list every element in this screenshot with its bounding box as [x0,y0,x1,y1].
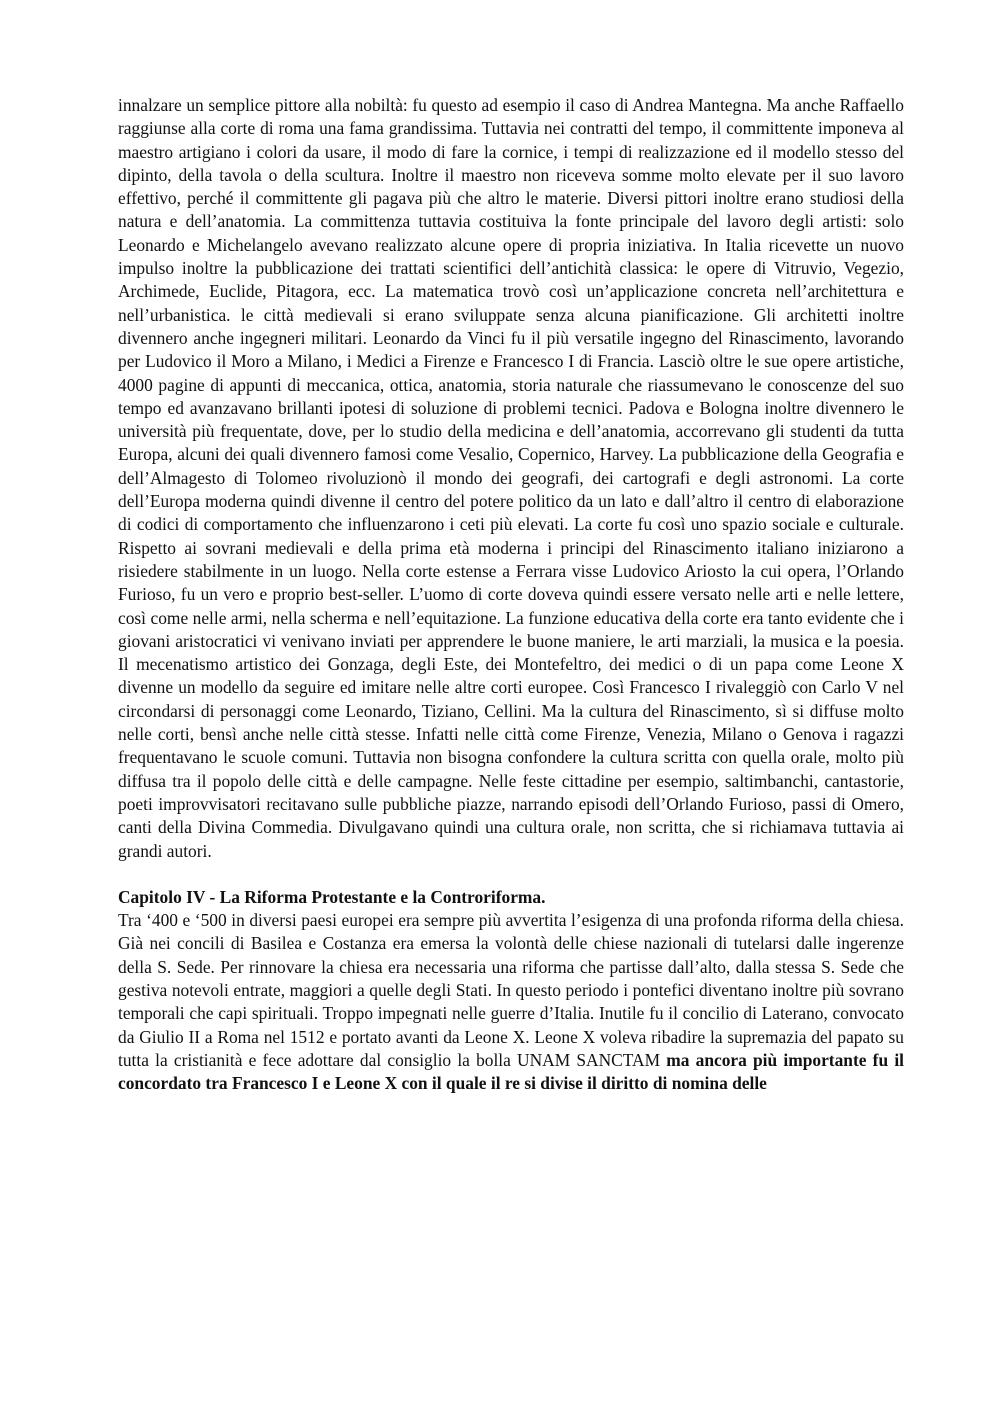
chapter-paragraph-bold-text: ma ancora più importante fu il concordato tra Francesco I e Leone X con il quale il re si divise il diritto di nomina delle [118,1049,904,1094]
body-paragraph: innalzare un semplice pittore alla nobiltà: fu questo ad esempio il caso di Andrea Mantegna. Ma anche Raffaello raggiunse alla corte di roma una fama grandissima. Tuttavia nei contratti del tempo, il committente imponeva al maestro artigiano i colori da usare, il modo di fare la cornice, i tempi di realizzazione ed il modello stesso del dipinto, della tavola o della scultura. Inoltre il maestro non riceveva somme molto elevate per il suo lavoro effettivo, perché il committente gli pagava più che altro le materie. Diversi pittori inoltre erano studiosi della natura e dell’anatomia. La committenza tuttavia costituiva la fonte principale del lavoro degli artisti: solo Leonardo e Michelangelo avevano realizzato alcune opere di propria iniziativa. In Italia ricevette un nuovo impulso inoltre la pubblicazione dei trattati scientifici dell’antichità classica: le opere di Vitruvio, Vegezio, Archimede, Euclide, Pitagora, ecc. La matematica trovò così un’applicazione concreta nell’architettura e nell’urbanistica. le città medievali si erano sviluppate senza alcuna pianificazione. Gli architetti inoltre divennero anche ingegneri militari. Leonardo da Vinci fu il più versatile ingegno del Rinascimento, lavorando per Ludovico il Moro a Milano, i Medici a Firenze e Francesco I di Francia. Lasciò oltre le sue opere artistiche, 4000 pagine di appunti di meccanica, ottica, anatomia, storia naturale che riassumevano le conoscenze del suo tempo ed avanzavano brillanti ipotesi di soluzione di problemi tecnici. Padova e Bologna inoltre divennero le università più frequentate, dove, per lo studio della medicina e dell’anatomia, accorrevano gli studenti da tutta Europa, alcuni dei quali divennero famosi come Vesalio, Copernico, Harvey. La pubblicazione della Geografia e dell’Almagesto di Tolomeo rivoluzionò il mondo dei geografi, dei cartografi e degli astronomi. La corte dell’Europa moderna quindi divenne il centro del potere politico da un lato e dall’altro il centro di elaborazione di codici di comportamento che influenzarono i ceti più elevati. La corte fu così uno spazio sociale e culturale. Rispetto ai sovrani medievali e della prima età moderna i principi del Rinascimento italiano iniziarono a risiedere stabilmente in un luogo. Nella corte estense a Ferrara visse Ludovico Ariosto la cui opera, l’Orlando Furioso, fu un vero e proprio best-seller. L’uomo di corte doveva quindi essere versato nelle arti e nelle lettere, così come nelle armi, nella scherma e nell’equitazione. La funzione educativa della corte era tanto evidente che i giovani aristocratici vi venivano inviati per apprendere le buone maniere, le arti marziali, la musica e la poesia. Il mecenatismo artistico dei Gonzaga, degli Este, dei Montefeltro, dei medici o di un papa come Leone X divenne un modello da seguire ed imitare nelle altre corti europee. Così Francesco I rivaleggiò con Carlo V nel circondarsi di personaggi come Leonardo, Tiziano, Cellini. Ma la cultura del Rinascimento, sì si diffuse molto nelle corti, bensì anche nelle città stesse. Infatti nelle città come Firenze, Venezia, Milano o Genova i ragazzi frequentavano le scuole comuni. Tuttavia non bisogna confondere la cultura scritta con quella orale, molto più diffusa tra il popolo delle città e delle campagne. Nelle feste cittadine per esempio, saltimbanchi, cantastorie, poeti improvvisatori recitavano sulle pubbliche piazze, narrando episodi dell’Orlando Furioso, passi di Omero, canti della Divina Commedia. Divulgavano quindi una cultura orale, non scritta, che si richiamava tuttavia ai grandi autori. [118,95,904,861]
chapter-paragraph [118,909,904,1095]
chapter-heading: Capitolo IV - La Riforma Protestante e la Controriforma. [118,886,546,907]
chapter-paragraph-text: Tra ‘400 e ‘500 in diversi paesi europei era sempre più avvertita l’esigenza di una profonda riforma della chiesa. Già nei concili di Basilea e Costanza era emersa la volontà delle chiese nazionali di tutelarsi dalle ingerenze della S. Sede. Per rinnovare la chiesa era necessaria una riforma che partisse dall’alto, dalla stessa S. Sede che gestiva notevoli entrate, maggiori a quelle degli Stati. In questo periodo i pontefici diventano inoltre più sovrano temporali che capi spirituali. Troppo impegnati nelle guerre d’Italia. Inutile fu il concilio di Laterano, convocato da Giulio II a Roma nel 1512 e portato avanti da Leone X. Leone X voleva ribadire la supremazia del papato su tutta la cristianità e fece adottare dal consiglio la bolla UNAM SANCTAM [118,910,904,1070]
document-page [118,94,904,1095]
